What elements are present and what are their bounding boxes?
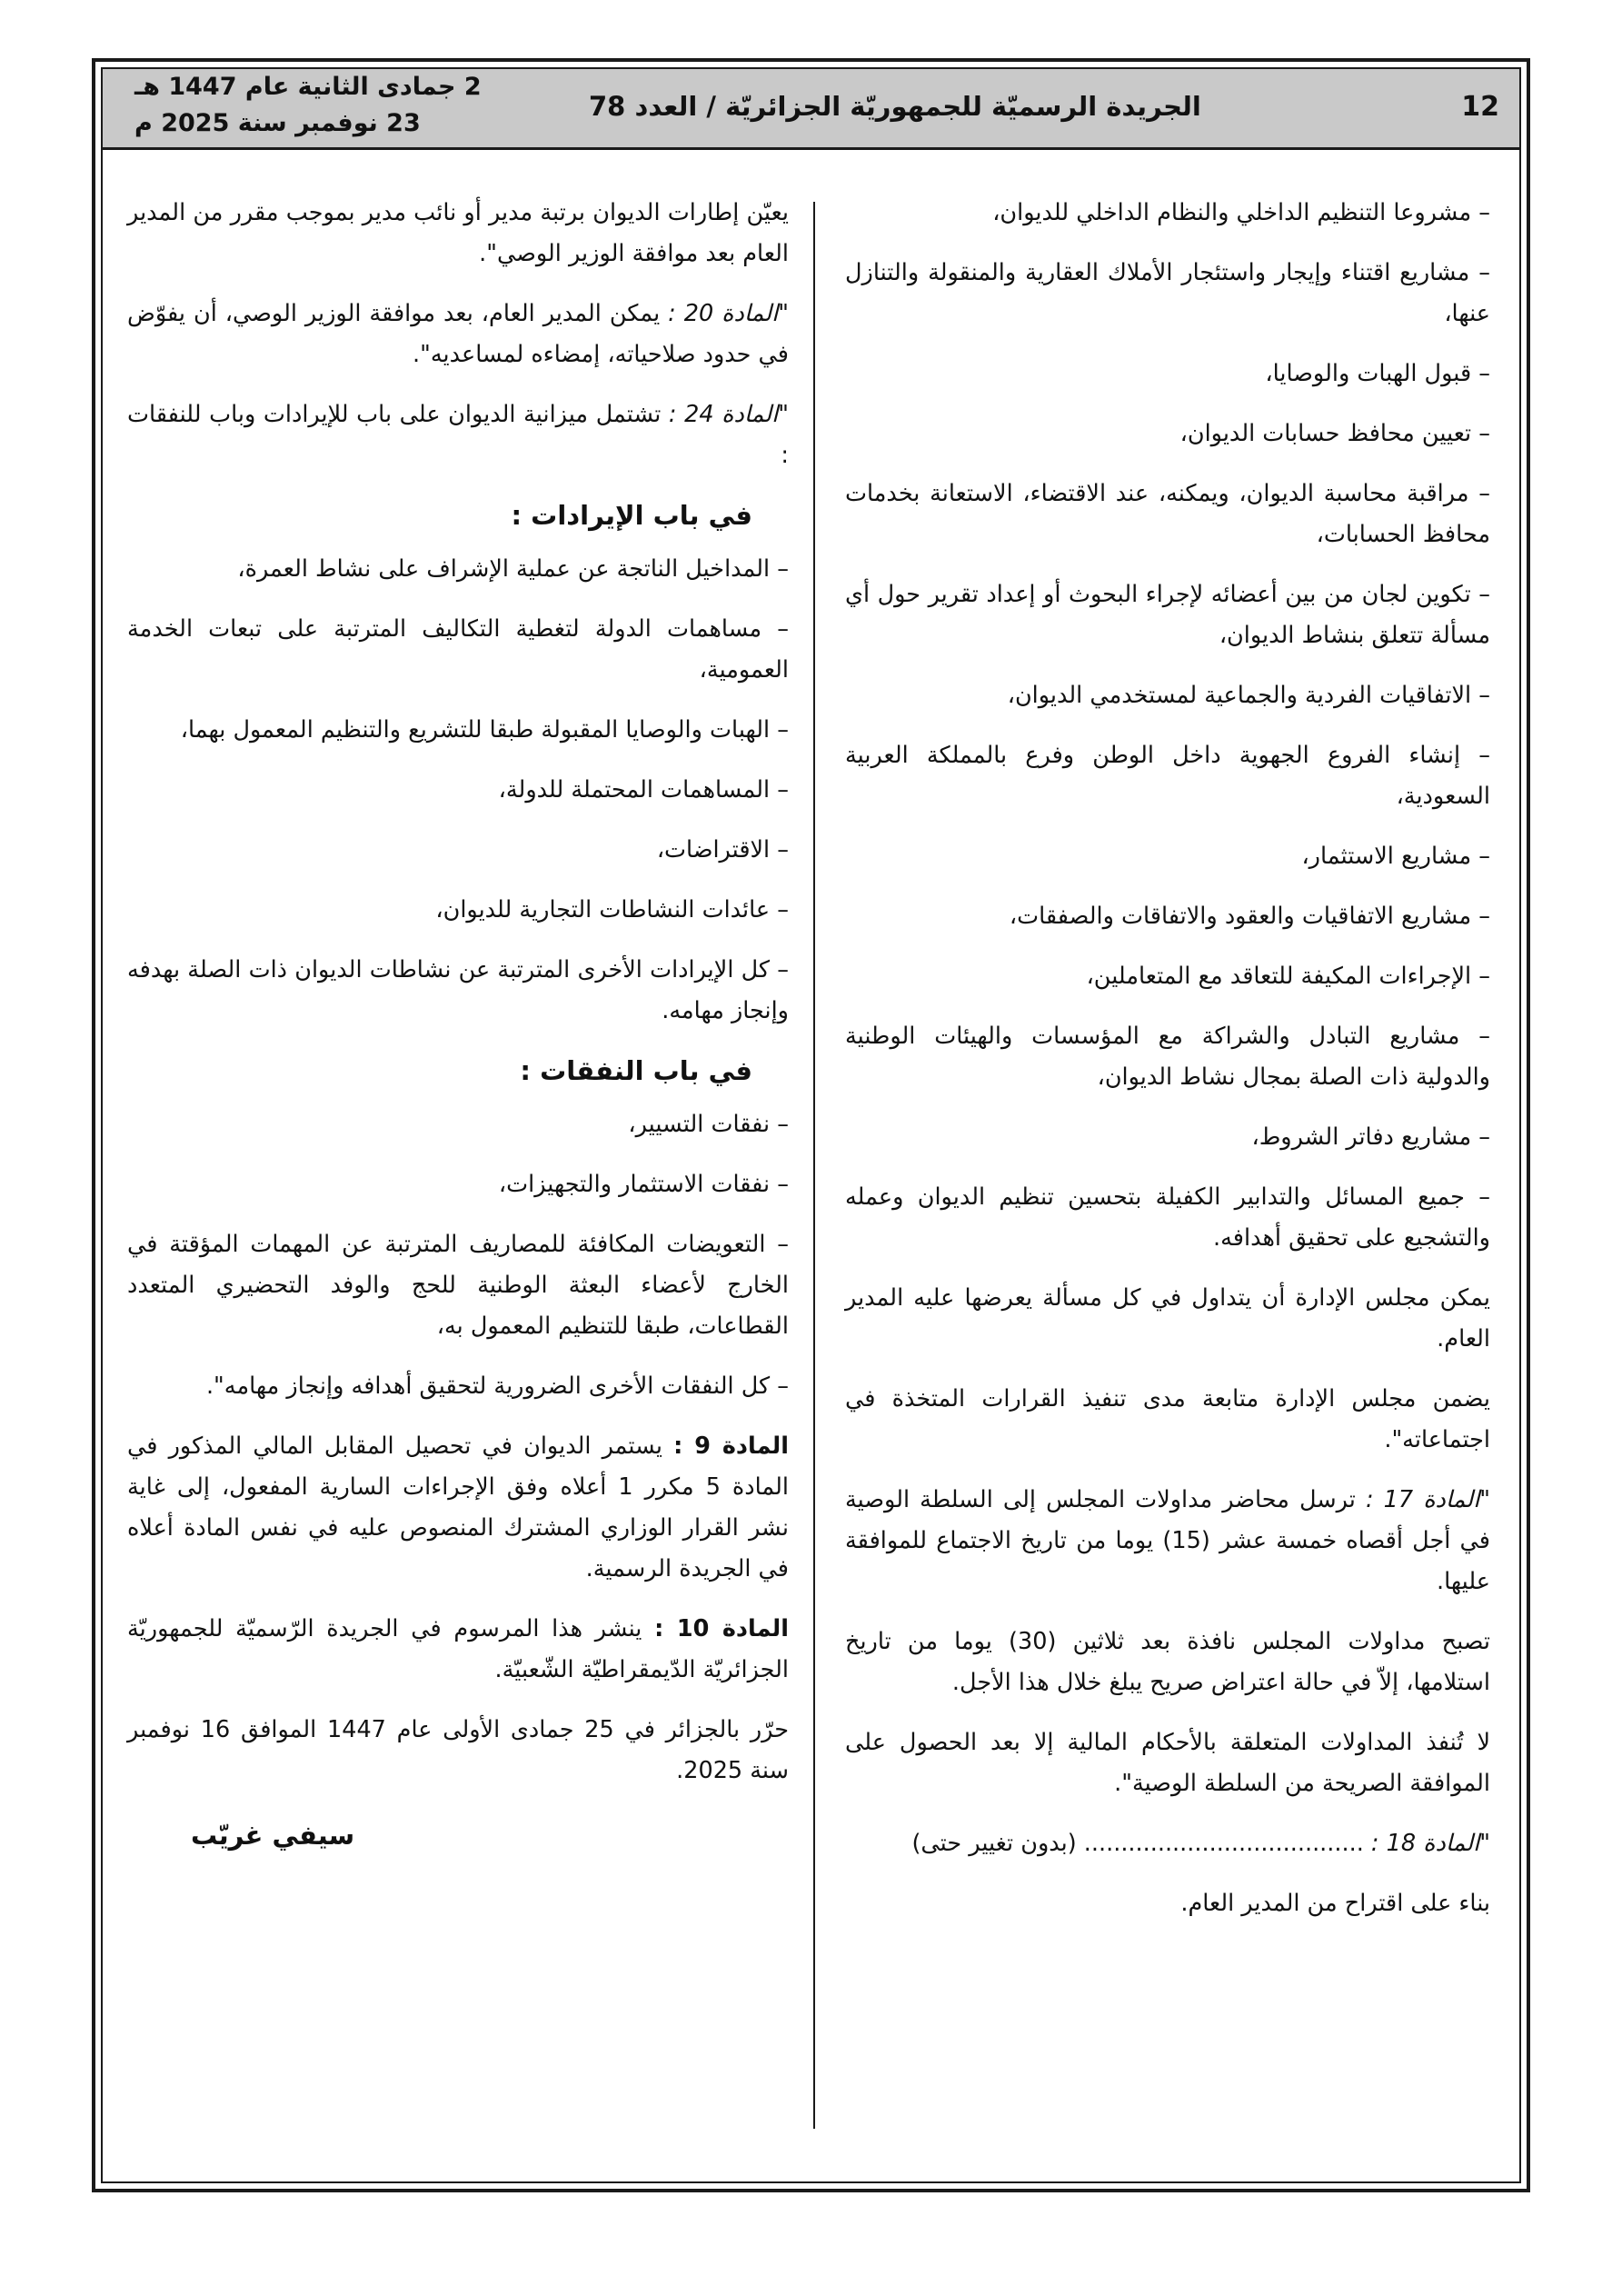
paragraph: – مشاريع الاتفاقيات والعقود والاتفاقات والصفقات، bbox=[1009, 903, 1490, 930]
expense-item: – نفقات التسيير، bbox=[628, 1111, 789, 1138]
paragraph: – مشاريع التبادل والشراكة مع المؤسسات والهيئات الوطنية والدولية ذات الصلة بمجال نشاط الديوان، bbox=[845, 1023, 1490, 1091]
left-column bbox=[127, 193, 789, 1875]
paragraph: "المادة 18 : ...................................... (بدون تغيير حتى) bbox=[911, 1830, 1490, 1857]
article-9: المادة 9 : يستمر الديوان في تحصيل المقابل المالي المذكور في المادة 5 مكرر 1 أعلاه وفق الإجراءات السارية المفعول، إلى غاية نشر القرار الوزاري المشترك المنصوص عليه في نفس المادة أعلاه في الجريدة الرسمية. bbox=[127, 1433, 790, 1582]
revenue-item: – الهبات والوصايا المقبولة طبقا للتشريع والتنظيم المعمول بهما، bbox=[180, 716, 789, 744]
paragraph: – تعيين محافظ حسابات الديوان، bbox=[1179, 420, 1490, 447]
paragraph: – مشاريع دفاتر الشروط، bbox=[1251, 1123, 1490, 1151]
revenue-item: – مساهمات الدولة لتغطية التكاليف المترتبة على تبعات الخدمة العمومية، bbox=[127, 615, 789, 684]
paragraph: – مراقبة محاسبة الديوان، ويمكنه، عند الاقتضاء، الاستعانة بخدمات محافظ الحسابات، bbox=[845, 480, 1490, 548]
paragraph: "المادة 20 : يمكن المدير العام، بعد موافقة الوزير الوصي، أن يفوّض في حدود صلاحياته، إمضاءه لمساعديه". bbox=[127, 300, 789, 368]
revenue-item: – عائدات النشاطات التجارية للديوان، bbox=[435, 896, 789, 923]
paragraph: يعيّن إطارات الديوان برتبة مدير أو نائب مدير بموجب مقرر من المدير العام بعد موافقة الوزير الوصي". bbox=[127, 199, 789, 267]
paragraph: بناء على اقتراح من المدير العام. bbox=[1180, 1890, 1490, 1917]
paragraph: – قبول الهبات والوصايا، bbox=[1265, 360, 1490, 387]
revenue-item: – المساهمات المحتملة للدولة، bbox=[498, 776, 789, 804]
column-divider bbox=[813, 202, 815, 2129]
expense-item: – التعويضات المكافئة للمصاريف المترتبة عن المهمات المؤقتة في الخارج لأعضاء البعثة الوطنية للحج والوفد التحضيري المتعدد القطاعات، طبقا للتنظيم المعمول به، bbox=[127, 1231, 789, 1340]
paragraph: يمكن مجلس الإدارة أن يتداول في كل مسألة يعرضها عليه المدير العام. bbox=[845, 1284, 1490, 1353]
paragraph: يضمن مجلس الإدارة متابعة مدى تنفيذ القرارات المتخذة في اجتماعاته". bbox=[845, 1385, 1490, 1453]
date-gregorian: 23 نوفمبر سنة 2025 م bbox=[134, 109, 421, 137]
revenue-item: – الاقتراضات، bbox=[656, 836, 789, 863]
closing-statement: حرّر بالجزائر في 25 جمادى الأولى عام 1447 الموافق 16 نوفمبر سنة 2025. bbox=[127, 1716, 790, 1784]
paragraph: – جميع المسائل والتدابير الكفيلة بتحسين تنظيم الديوان وعمله والتشجيع على تحقيق أهدافه. bbox=[845, 1183, 1490, 1252]
signature: سيفي غريّب bbox=[191, 1820, 355, 1851]
revenue-item: – المداخيل الناتجة عن عملية الإشراف على نشاط العمرة، bbox=[237, 555, 789, 583]
article-10: المادة 10 : ينشر هذا المرسوم في الجريدة الرّسميّة للجمهوريّة الجزائريّة الدّيمقراطيّة الشّعبيّة. bbox=[127, 1615, 789, 1683]
paragraph: – مشروعا التنظيم الداخلي والنظام الداخلي للديوان، bbox=[992, 199, 1490, 226]
paragraph: لا تُنفذ المداولات المتعلقة بالأحكام المالية إلا بعد الحصول على الموافقة الصريحة من السلطة الوصية". bbox=[845, 1729, 1490, 1797]
paragraph: تصبح مداولات المجلس نافذة بعد ثلاثين (30) يوما من تاريخ استلامها، إلاّ في حالة اعتراض صريح يبلغ خلال هذا الأجل. bbox=[845, 1628, 1490, 1696]
revenue-heading: في باب الإيرادات : bbox=[511, 500, 752, 531]
paragraph: – إنشاء الفروع الجهوية داخل الوطن وفرع بالمملكة العربية السعودية، bbox=[845, 742, 1490, 810]
page-number: 12 bbox=[1461, 91, 1499, 123]
revenue-item: – كل الإيرادات الأخرى المترتبة عن نشاطات الديوان ذات الصلة بهدفه وإنجاز مهامه. bbox=[127, 956, 789, 1024]
page-header bbox=[103, 69, 1519, 150]
paragraph: – مشاريع اقتناء وإيجار واستئجار الأملاك العقارية والمنقولة والتنازل عنها، bbox=[845, 259, 1490, 327]
paragraph: – تكوين لجان من بين أعضائه لإجراء البحوث أو إعداد تقرير حول أي مسألة تتعلق بنشاط الديوان، bbox=[845, 581, 1490, 649]
right-column bbox=[845, 193, 1490, 1943]
paragraph: – الإجراءات المكيفة للتعاقد مع المتعاملين، bbox=[1086, 963, 1490, 990]
paragraph: – الاتفاقيات الفردية والجماعية لمستخدمي الديوان، bbox=[1007, 682, 1490, 709]
expense-heading: في باب النفقات : bbox=[520, 1055, 752, 1086]
paragraph: "المادة 24 : تشتمل ميزانية الديوان على باب للإيرادات وباب للنفقات : bbox=[127, 401, 789, 469]
paragraph: – مشاريع الاستثمار، bbox=[1301, 843, 1490, 870]
paragraph: "المادة 17 : ترسل محاضر مداولات المجلس إلى السلطة الوصية في أجل أقصاه خمسة عشر (15) يوما من تاريخ الاجتماع للموافقة عليها. bbox=[845, 1486, 1491, 1595]
journal-title: الجريدة الرسميّة للجمهوريّة الجزائريّة / العدد 78 bbox=[589, 91, 1201, 122]
expense-item: – كل النفقات الأخرى الضرورية لتحقيق أهدافه وإنجاز مهامه". bbox=[205, 1373, 789, 1400]
date-hijri: 2 جمادى الثانية عام 1447 هـ bbox=[134, 73, 482, 101]
expense-item: – نفقات الاستثمار والتجهيزات، bbox=[498, 1171, 789, 1198]
